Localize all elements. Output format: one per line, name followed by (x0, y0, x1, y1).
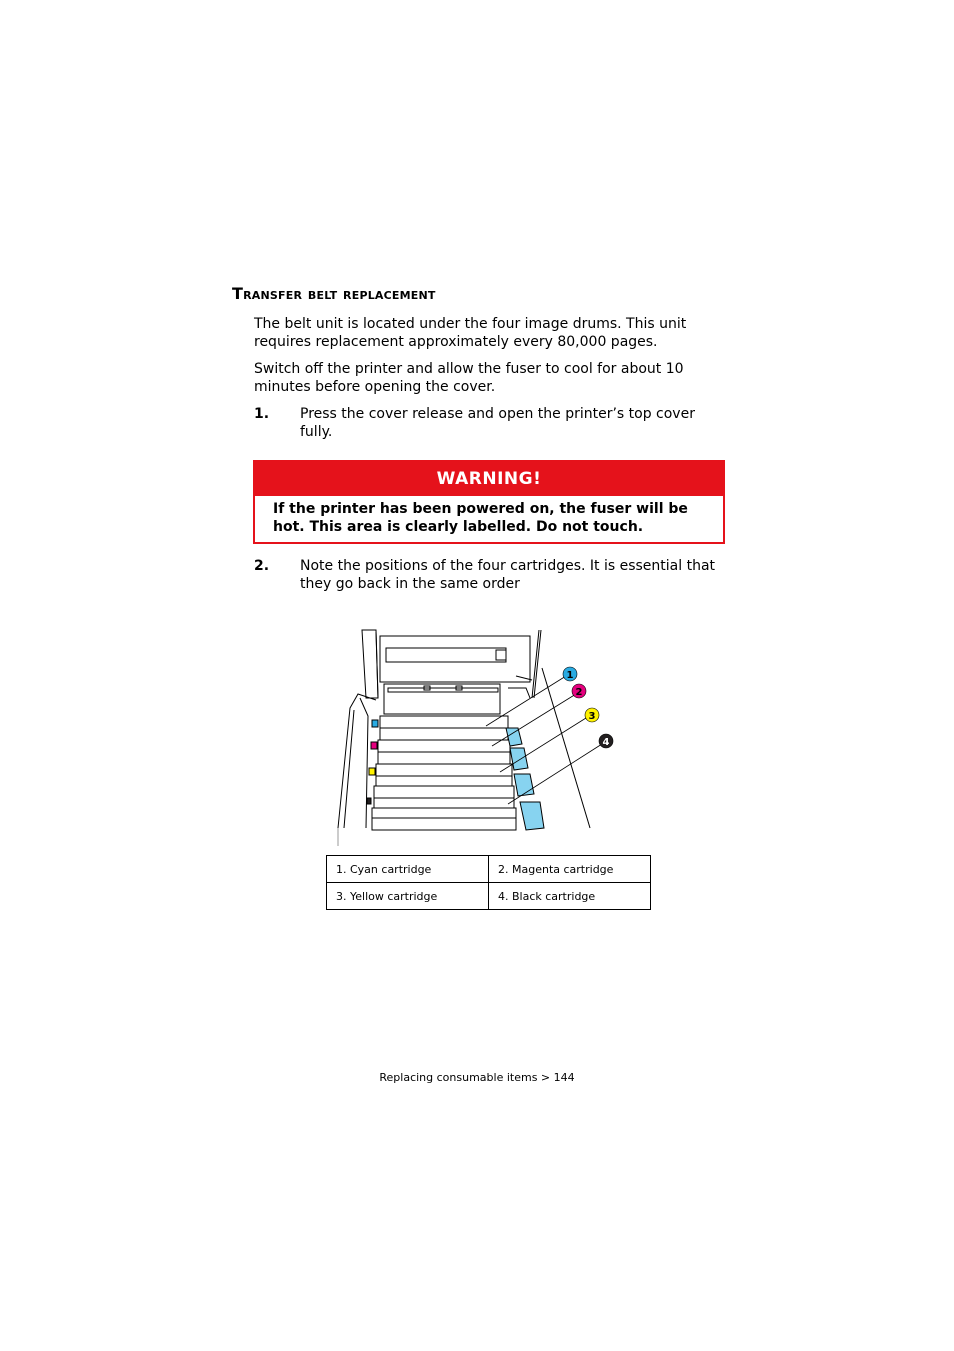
warning-text: If the printer has been powered on, the fuser will be hot. This area is clearly labelled. Do not touch. (273, 501, 688, 535)
step-number: 2. (254, 558, 270, 574)
table-row (327, 856, 651, 883)
callout-label-2: 2 (575, 687, 583, 698)
table-cell: 3. Yellow cartridge (327, 883, 489, 910)
callout-label-3: 3 (588, 711, 596, 722)
table-cell: 2. Magenta cartridge (489, 856, 651, 883)
table-cell: 4. Black cartridge (489, 883, 651, 910)
callout-label-4: 4 (602, 737, 610, 748)
step-number: 1. (254, 406, 270, 422)
callout-label-1: 1 (566, 670, 574, 681)
cartridge-cap-3 (514, 774, 534, 796)
page-footer: Replacing consumable items > 144 (379, 1071, 575, 1084)
switch-off-paragraph: Switch off the printer and allow the fuser to cool for about 10 minutes before opening the cover. (254, 361, 684, 395)
warning-title: WARNING! (255, 462, 723, 496)
intro-paragraph: The belt unit is located under the four image drums. This unit requires replacement approximately every 80,000 pages. (254, 316, 687, 350)
cartridge-cap-1 (506, 728, 522, 746)
section-heading: Transfer belt replacement (232, 284, 436, 303)
table-cell: 1. Cyan cartridge (327, 856, 489, 883)
step-text: Press the cover release and open the printer’s top cover fully. (300, 406, 695, 440)
warning-box (253, 460, 725, 544)
table-row (327, 883, 651, 910)
cartridge-cap-2 (510, 748, 528, 770)
cartridge-legend-table (326, 855, 651, 910)
printer-cartridge-diagram (336, 628, 636, 846)
cartridge-cap-4 (520, 802, 544, 830)
step-text: Note the positions of the four cartridges. It is essential that they go back in the same order (300, 558, 716, 592)
